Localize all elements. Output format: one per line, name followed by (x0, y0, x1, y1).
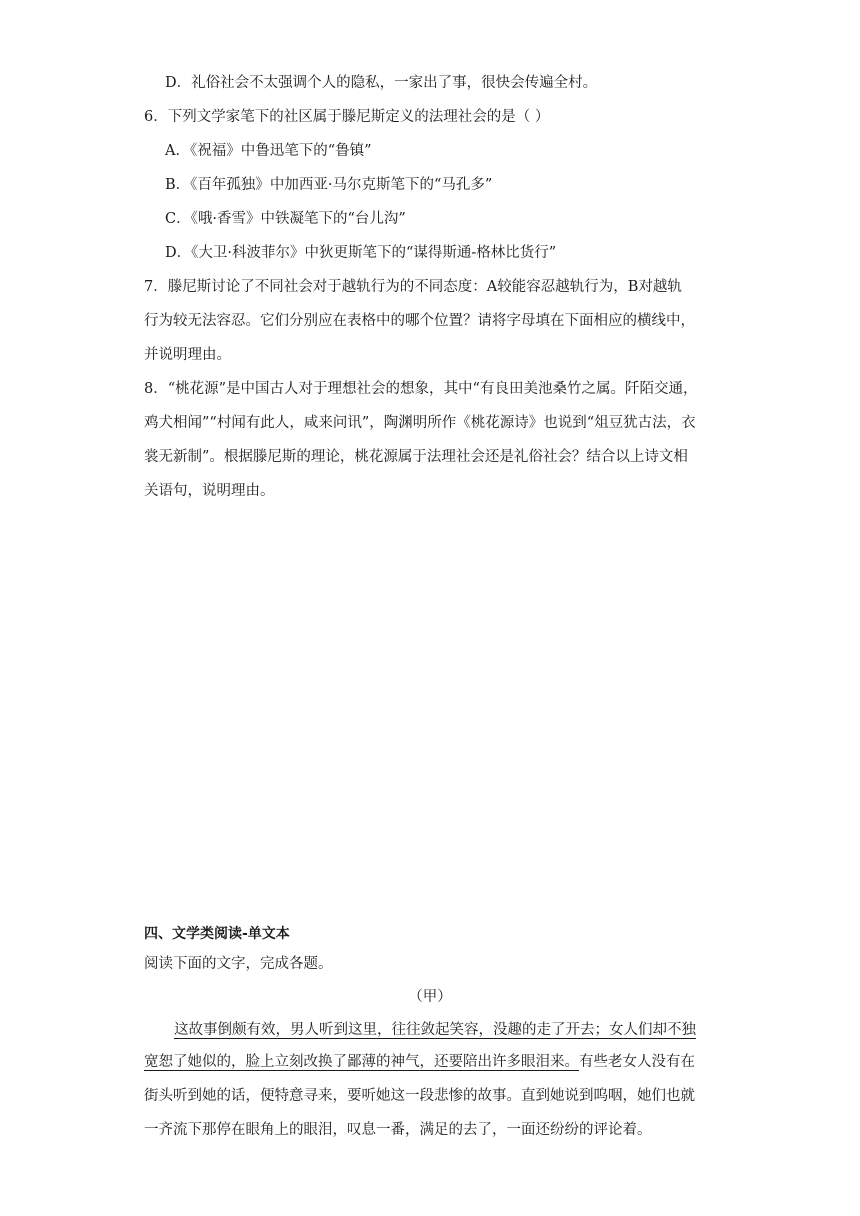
q8-line-1: 8．“桃花源”是中国古人对于理想社会的想象，其中“有良田美池桑竹之属。阡陌交通， (144, 381, 698, 397)
q6-option-b: B．《百年孤独》中加西亚·马尔克斯笔下的“马孔多” (165, 177, 493, 193)
section-heading: 四、文学类阅读-单文本 (144, 926, 290, 942)
passage-line-2 (144, 1052, 695, 1072)
q6-stem: 6．下列文学家笔下的社区属于滕尼斯定义的法理社会的是（ ） (144, 109, 550, 125)
passage-line-1: 这故事倒颇有效，男人听到这里，往往敛起笑容，没趣的走了开去；女人们却不独 (174, 1022, 696, 1038)
q8-line-3: 裳无新制”。根据滕尼斯的理论，桃花源属于法理社会还是礼俗社会？结合以上诗文相 (144, 449, 688, 465)
q8-line-2: 鸡犬相闻”“村闻有此人，咸来问讯”，陶渊明所作《桃花源诗》也说到“俎豆犹古法，衣 (144, 415, 696, 431)
passage-line-4: 一齐流下那停在眼角上的眼泪，叹息一番，满足的去了，一面还纷纷的评论着。 (144, 1122, 652, 1138)
q7-line-1: 7．滕尼斯讨论了不同社会对于越轨行为的不同态度：A较能容忍越轨行为，B对越轨 (144, 279, 682, 295)
passage-text: 有些老女人没有在 (579, 1054, 695, 1070)
passage-subtitle: （甲） (408, 989, 452, 1005)
q8-line-4: 关语句，说明理由。 (144, 483, 275, 499)
q7-line-2: 行为较无法容忍。它们分别应在表格中的哪个位置？请将字母填在下面相应的横线中， (144, 313, 695, 329)
passage-underlined-text: 宽恕了她似的，脸上立刻改换了鄙薄的神气，还要陪出许多眼泪来。 (144, 1054, 579, 1070)
q7-line-3: 并说明理由。 (144, 347, 231, 363)
q5-option-d: D．礼俗社会不太强调个人的隐私，一家出了事，很快会传遍全村。 (165, 75, 598, 91)
q6-option-a: A．《祝福》中鲁迅笔下的“鲁镇” (165, 143, 372, 159)
section-instruction: 阅读下面的文字，完成各题。 (144, 956, 333, 972)
q6-option-d: D．《大卫·科波菲尔》中狄更斯笔下的“谋得斯通-格林比货行” (165, 245, 557, 261)
passage-line-3: 街头听到她的话，便特意寻来，要听她这一段悲惨的故事。直到她说到呜咽，她们也就 (144, 1088, 695, 1104)
q6-option-c: C．《哦·香雪》中铁凝笔下的“台儿沟” (165, 211, 406, 227)
